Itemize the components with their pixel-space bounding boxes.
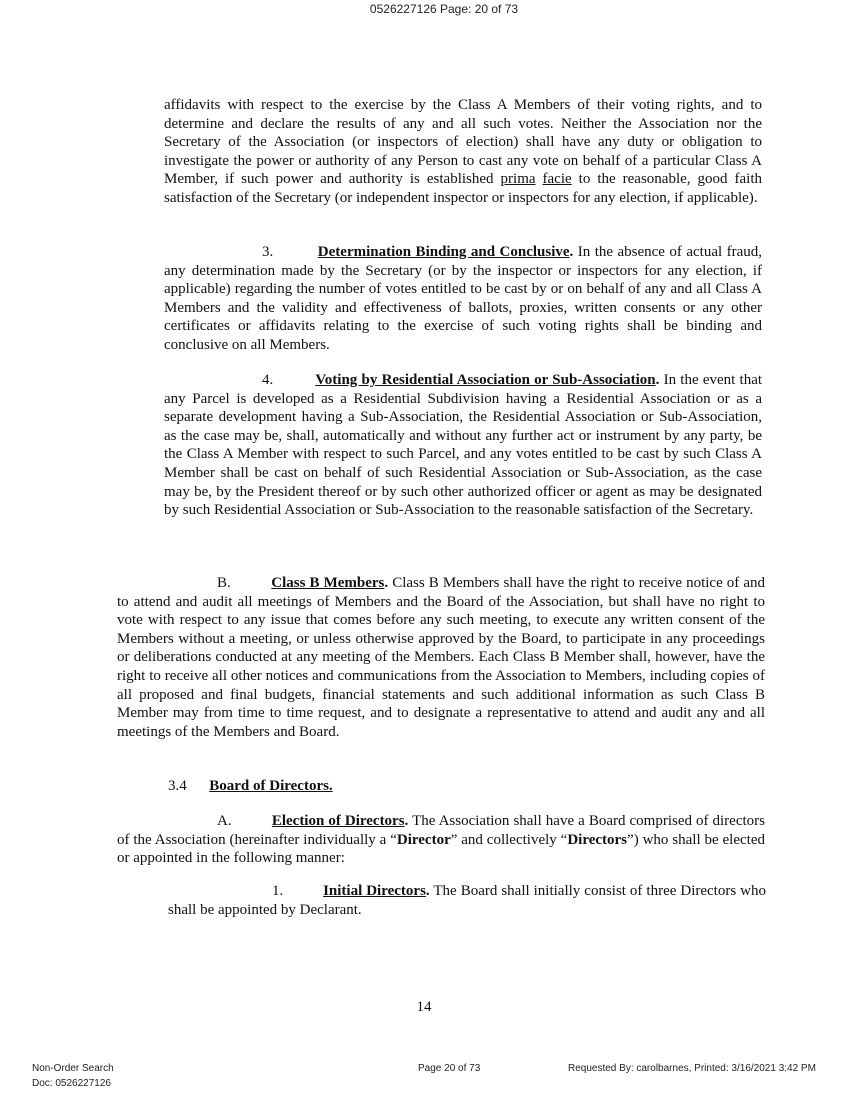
section-3-determination: 3. Determination Binding and Conclusive. In the absence of actual fraud, any determination made by the Secretary (or by the inspector or inspectors for any election, if applicable) regarding the number of votes entitled to be cast by or on behalf of any and all Class A Members and the validity and effectiveness of ballots, proxies, written consents or any other certificates or affidavits relating to the exercise of such voting rights shall be binding and conclusive on all Members. — [164, 244, 763, 353]
section-number: 3. — [262, 244, 274, 260]
section-heading: Initial Directors — [323, 883, 426, 899]
section-3-4-board — [168, 777, 568, 796]
section-number: B. — [217, 575, 231, 591]
footer-doc-id: Doc: 0526227126 — [32, 1078, 111, 1089]
section-heading: Voting by Residential Association or Sub-Association — [315, 372, 656, 388]
section-a-election: A. Election of Directors. The Association shall have a Board comprised of directors of the Association (hereinafter individually a “Director” and collectively “Directors”) who shall be elected or appointed in the following manner: — [117, 813, 765, 867]
section-heading: Determination Binding and Conclusive — [317, 244, 570, 260]
director-term: Director — [396, 831, 451, 848]
document-page-header: 0526227126 Page: 20 of 73 — [369, 2, 519, 16]
prima-text: prima — [500, 171, 536, 188]
directors-term: Directors — [567, 831, 628, 848]
section-1-initial-directors: 1. Initial Directors. The Board shall initially consist of three Directors who shall be appointed by Declarant. — [168, 883, 766, 918]
section-b-class-b-members: B. Class B Members. Class B Members shall have the right to receive notice of and to attend and audit all meetings of Members and the Board of the Association, but shall have no right to vote with respect to any issue that comes before any such meeting, to execute any written consent of the Members without a meeting, or unless otherwise approved by the Board, to participate in any proceedings or deliberations conducted at any meeting of the Members. Each Class B Member shall, however, have the right to receive all other notices and communications from the Association to Members, including copies of all proposed and final budgets, financial statements and such additional information as such Class B Member may from time to time request, and to designate a representative to attend and audit any and all meetings of the Members and Board. — [117, 575, 766, 740]
section-number: 3.4 — [168, 778, 187, 794]
footer-search-type: Non-Order Search — [32, 1063, 114, 1074]
section-number: 4. — [262, 372, 274, 388]
page-number: 14 — [416, 999, 432, 1015]
paragraph-affidavits: affidavits with respect to the exercise by the Class A Members of their voting rights, and to determine and declare the results of any and all such votes. Neither the Association nor the Secretary of the Association (or inspectors of election) shall have any duty or obligation to investigate the power or authority of any Person to cast any vote on behalf of a particular Class A Member, if such power and authority is established prima facie to the reasonable, good faith satisfaction of the Secretary (or independent inspector or inspectors for any election, if applicable). — [164, 97, 763, 206]
section-heading: Election of Directors — [271, 813, 405, 829]
section-number: A. — [217, 813, 232, 829]
footer-requested-by: Requested By: carolbarnes, Printed: 3/16/2021 3:42 PM — [568, 1063, 816, 1074]
section-heading: Class B Members — [271, 575, 385, 591]
section-number: 1. — [272, 883, 284, 899]
section-4-voting: 4. Voting by Residential Association or Sub-Association. In the event that any Parcel is developed as a Residential Subdivision having a Residential Association or as a separate development having a Sub-Association, the Residential Association or Sub-Association, as the case may be, shall, automatically and without any further act or instrument by any party, be the Class A Member with respect to such Parcel, and any votes entitled to be cast by such Class A Member shall be cast on behalf of such Residential Association or Sub-Association, as the case may be, by the President thereof or by such other authorized officer or agent as may be designated by such Residential Association or Sub-Association to the reasonable satisfaction of the Secretary. — [164, 372, 763, 519]
section-heading: Board of Directors. — [209, 778, 333, 794]
facie-text: facie — [542, 171, 572, 188]
footer-page-count: Page 20 of 73 — [418, 1063, 481, 1074]
